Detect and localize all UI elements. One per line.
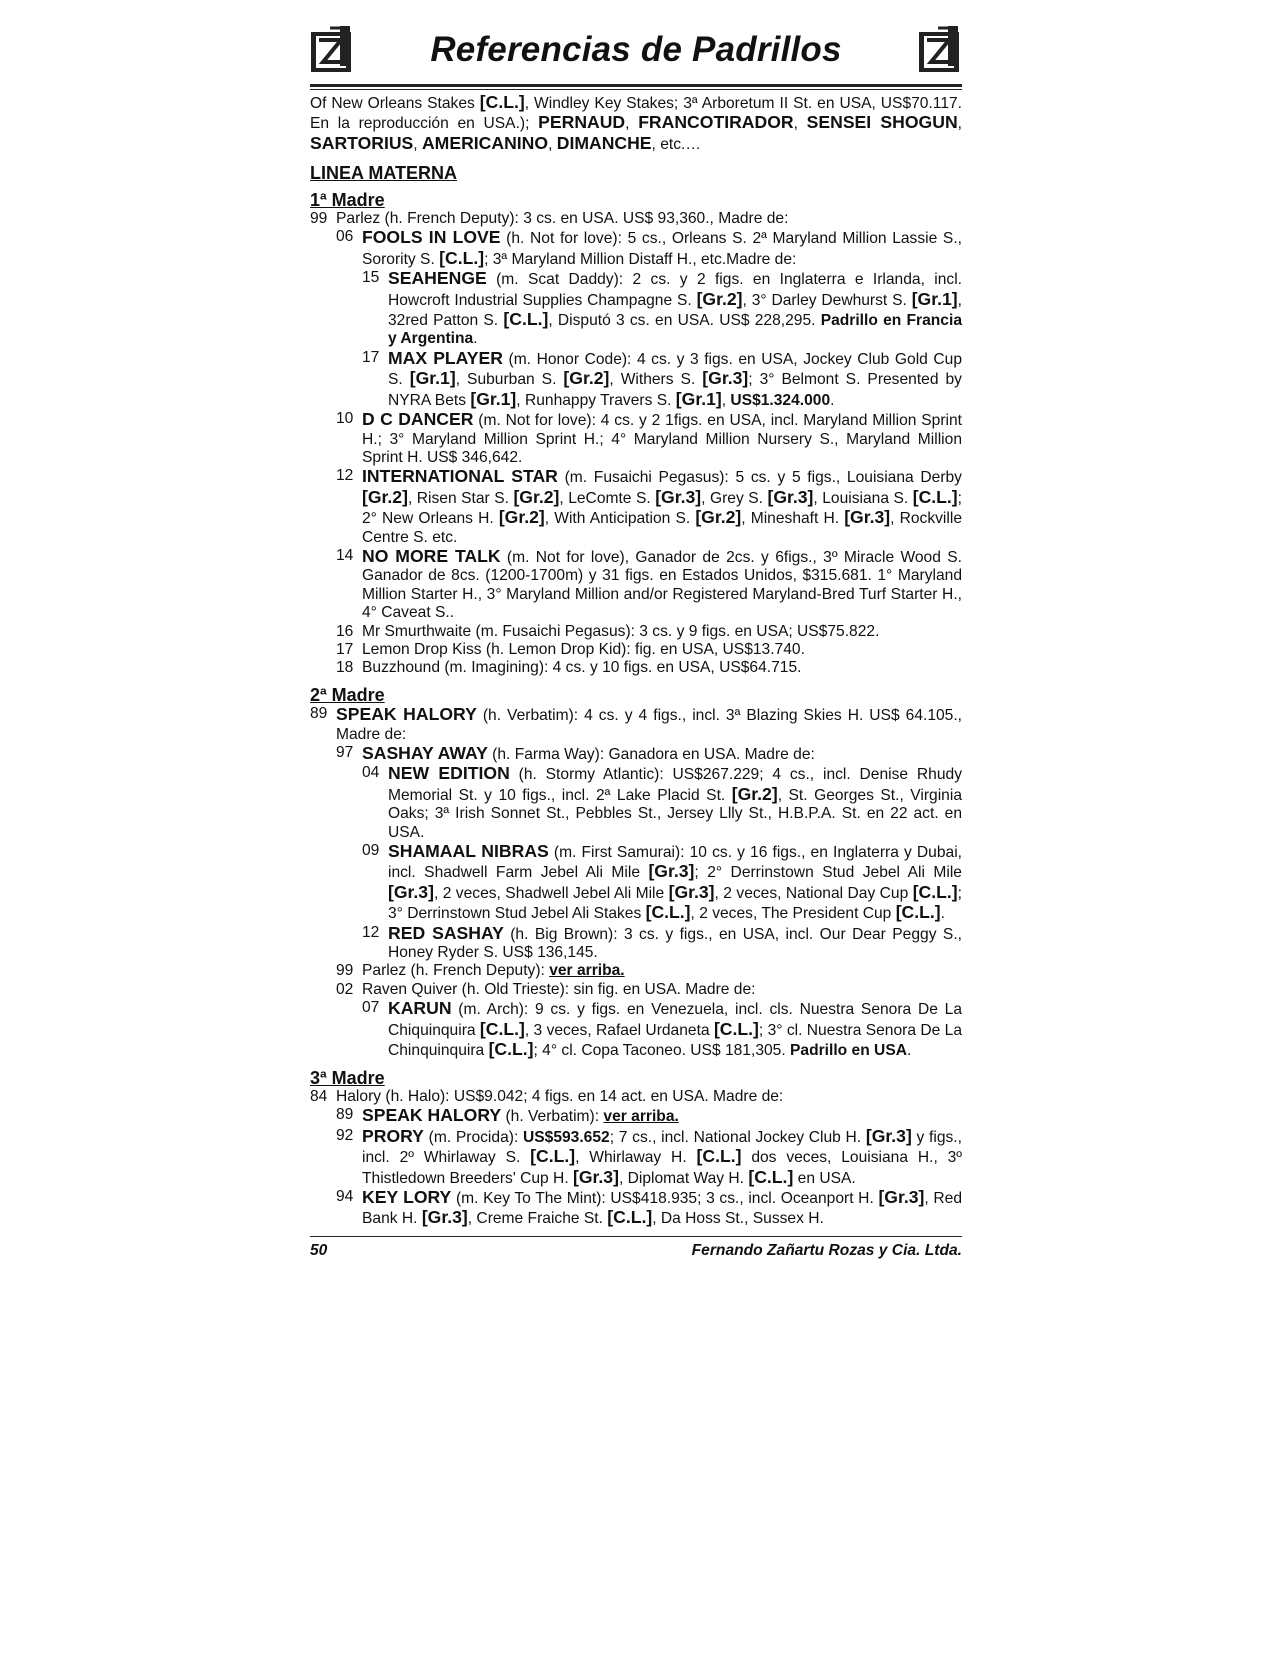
pedigree-entry: 18 Buzzhound (m. Imagining): 4 cs. y 10 figs. en USA, US$64.715.	[336, 659, 802, 677]
pedigree-entry: 02 Raven Quiver (h. Old Trieste): sin fig. en USA. Madre de:	[336, 980, 756, 998]
section-heading-madre-2: 2ª Madre	[310, 684, 385, 705]
intro-paragraph: Of New Orleans Stakes [C.L.], Windley Key Stakes; 3ª Arboretum II St. en USA, US$70.117. En la reproducción en USA.); PERNAUD, FRANCOTIRADOR, SENSEI SHOGUN, SARTORIUS, AMERICANINO, DIMANCHE, etc.…	[310, 92, 962, 153]
pedigree-entry: 06 FOOLS IN LOVE (h. Not for love): 5 cs., Orleans S. 2ª Maryland Million Lassie S., Sorority S. [C.L.]; 3ª Maryland Million Distaff H., etc.Madre de:	[336, 227, 962, 268]
ver-arriba-link: ver arriba.	[549, 962, 625, 980]
company-name: Fernando Zañartu Rozas y Cia. Ltda.	[691, 1242, 962, 1259]
ver-arriba-link: ver arriba.	[603, 1108, 679, 1126]
header-rule	[310, 84, 962, 87]
pedigree-entry: 10 D C DANCER (m. Not for love): 4 cs. y 2 1figs. en USA, incl. Maryland Million Sprint H.; 3° Maryland Million Sprint H.; 4° Maryland Million Nursery S., Maryland Million Sprint H. US$ 346,642.	[336, 409, 962, 466]
pedigree-entry: 92 PRORY (m. Procida): US$593.652; 7 cs., incl. National Jockey Club H. [Gr.3] y figs., incl. 2º Whirlaway S. [C.L.], Whirlaway H. [C.L.] dos veces, Louisiana H., 3º Thistledown Breeders' Cup H. [Gr.3], Diplomat Way H. [C.L.] en USA.	[336, 1125, 962, 1187]
page-number: 50	[310, 1242, 328, 1259]
footer-rule	[310, 1236, 962, 1237]
pedigree-entry: 12 RED SASHAY (h. Big Brown): 3 cs. y figs., en USA, incl. Our Dear Peggy S., Honey Ryder S. US$ 136,145.	[362, 922, 962, 962]
pedigree-entry: 07 KARUN (m. Arch): 9 cs. y figs. en Venezuela, incl. cls. Nuestra Senora De La Chiquinquira [C.L.], 3 veces, Rafael Urdaneta [C.L.]; 3° cl. Nuestra Senora De La Chinquinquira [C.L.]; 4° cl. Copa Taconeo. US$ 181,305. Padrillo en USA.	[362, 998, 963, 1060]
page-footer	[310, 1236, 962, 1260]
pedigree-entry: 14 NO MORE TALK (m. Not for love), Ganador de 2cs. y 6figs., 3º Miracle Wood S. Ganador de 8cs. (1200-1700m) y 31 figs. en Estados Unidos, $315.681. 1° Maryland Million Starter H., 3° Maryland Million and/or Registered Maryland-Bred Turf Starter H., 4° Caveat S..	[336, 545, 962, 622]
document-body	[310, 93, 962, 1229]
pedigree-entry: 17 Lemon Drop Kiss (h. Lemon Drop Kid): fig. en USA, US$13.740.	[336, 640, 805, 658]
section-heading-madre-1: 1ª Madre	[310, 189, 385, 210]
section-heading-linea-materna: LINEA MATERNA	[310, 163, 457, 184]
page-title: Referencias de Padrillos	[430, 30, 842, 69]
document-page	[310, 22, 962, 1229]
page-header	[310, 22, 962, 84]
header-rule-thin	[310, 89, 962, 90]
pedigree-entry: 89 SPEAK HALORY (h. Verbatim): ver arriba.	[336, 1105, 679, 1126]
pedigree-entry: 84 Halory (h. Halo): US$9.042; 4 figs. en 14 act. en USA. Madre de:	[310, 1087, 784, 1105]
pedigree-entry: 09 SHAMAAL NIBRAS (m. First Samurai): 10 cs. y 16 figs., en Inglaterra y Dubai, incl. Shadwell Farm Jebel Ali Mile [Gr.3]; 2° Derrinstown Stud Jebel Ali Mile [Gr.3], 2 veces, Shadwell Jebel Ali Mile [Gr.3], 2 veces, National Day Cup [C.L.]; 3° Derrinstown Stud Jebel Ali Stakes [C.L.], 2 veces, The President Cup [C.L.].	[362, 841, 962, 923]
pedigree-entry: 99 Parlez (h. French Deputy): ver arriba.	[336, 962, 625, 980]
pedigree-entry: 12 INTERNATIONAL STAR (m. Fusaichi Pegasus): 5 cs. y 5 figs., Louisiana Derby [Gr.2], Risen Star S. [Gr.2], LeComte S. [Gr.3], Grey S. [Gr.3], Louisiana S. [C.L.]; 2° New Orleans H. [Gr.2], With Anticipation S. [Gr.2], Mineshaft H. [Gr.3], Rockville Centre S. etc.	[336, 466, 963, 546]
pedigree-entry: 17 MAX PLAYER (m. Honor Code): 4 cs. y 3 figs. en USA, Jockey Club Gold Cup S. [Gr.1], Suburban S. [Gr.2], Withers S. [Gr.3]; 3° Belmont S. Presented by NYRA Bets [Gr.1], Runhappy Travers S. [Gr.1], US$1.324.000.	[362, 347, 962, 409]
pedigree-entry: 94 KEY LORY (m. Key To The Mint): US$418.935; 3 cs., incl. Oceanport H. [Gr.3], Red Bank H. [Gr.3], Creme Fraiche St. [C.L.], Da Hoss St., Sussex H.	[336, 1186, 962, 1228]
pedigree-entry: 15 SEAHENGE (m. Scat Daddy): 2 cs. y 2 figs. en Inglaterra e Irlanda, incl. Howcroft Industrial Supplies Champagne S. [Gr.2], 3° Darley Dewhurst S. [Gr.1], 32red Patton S. [C.L.], Disputó 3 cs. en USA. US$ 228,295. Padrillo en Francia y Argentina.	[362, 268, 962, 348]
zr-monogram-logo-icon	[918, 24, 962, 74]
pedigree-entry: 97 SASHAY AWAY (h. Farma Way): Ganadora en USA. Madre de:	[336, 743, 815, 763]
pedigree-entry: 16 Mr Smurthwaite (m. Fusaichi Pegasus): 3 cs. y 9 figs. en USA; US$75.822.	[336, 622, 880, 640]
section-heading-madre-3: 3ª Madre	[310, 1067, 385, 1088]
pedigree-entry: 89 SPEAK HALORY (h. Verbatim): 4 cs. y 4 figs., incl. 3ª Blazing Skies H. US$ 64.105., Madre de:	[310, 704, 963, 743]
pedigree-entry: 04 NEW EDITION (h. Stormy Atlantic): US$267.229; 4 cs., incl. Denise Rhudy Memorial St. y 10 figs., incl. 2ª Lake Placid St. [Gr.2], St. Georges St., Virginia Oaks; 3ª Irish Sonnet St., Pebbles St., Jersey Llly St., H.B.P.A. St. en 22 act. en USA.	[362, 763, 962, 841]
pedigree-entry: 99 Parlez (h. French Deputy): 3 cs. en USA. US$ 93,360., Madre de:	[310, 210, 789, 228]
